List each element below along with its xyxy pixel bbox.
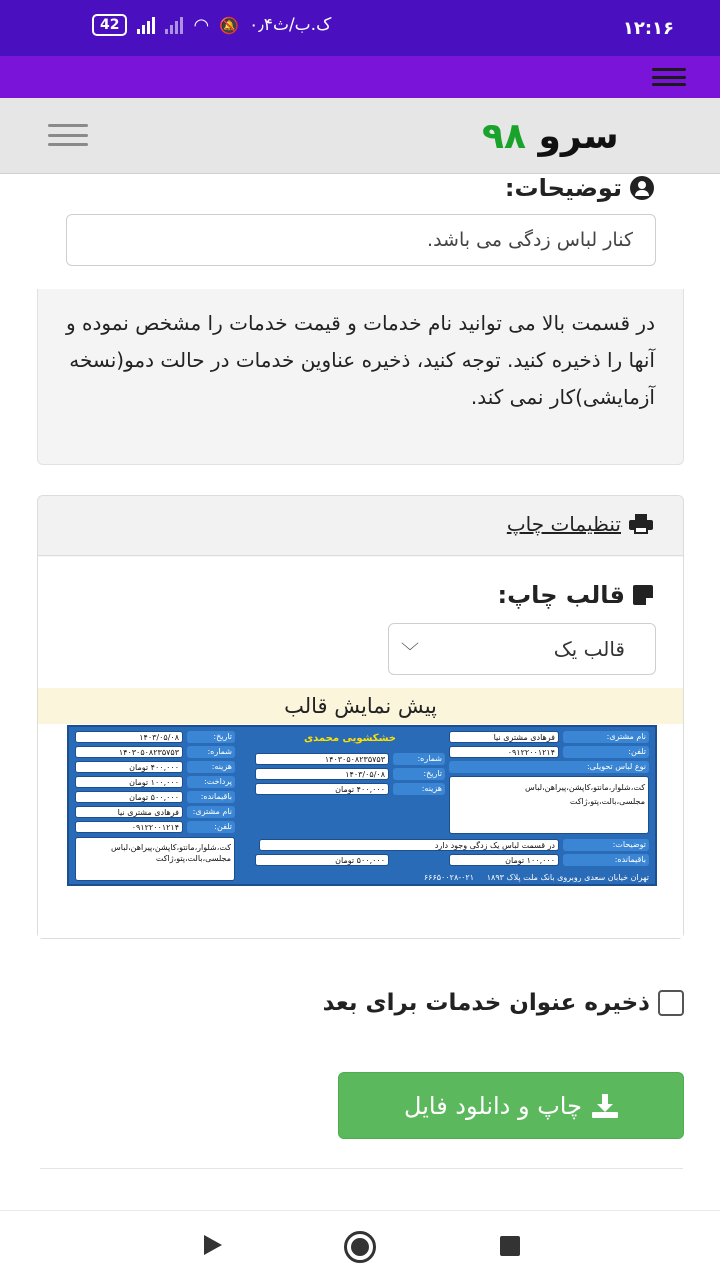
receipt-phone-label: تلفن: (563, 746, 649, 758)
receipt-left-date-value: ۱۴۰۳/۰۵/۰۸ (75, 731, 183, 743)
signal-icon (137, 16, 155, 34)
receipt-left-number-value: ۱۴۰۳۰۵۰۸۲۳۵۷۵۳ (75, 746, 183, 758)
print-settings-body (38, 557, 683, 938)
nav-back-icon[interactable] (204, 1235, 222, 1255)
nav-home-icon[interactable] (344, 1231, 376, 1263)
receipt-items-label: نوع لباس تحویلی: (449, 761, 649, 773)
print-settings-card (37, 495, 684, 939)
receipt-notes-value: در قسمت لباس یک زدگی وجود دارد (259, 839, 559, 851)
logo-text: سرو (538, 116, 619, 157)
receipt-left-date-label: تاریخ: (187, 731, 235, 743)
save-services-checkbox[interactable] (658, 990, 684, 1016)
receipt-items-value: کت،شلوار،مانتو،کاپشن،پیراهن،لباس مجلسی،بالت،پتو،ژاکت (449, 776, 649, 834)
template-label (497, 581, 653, 609)
receipt-left-customer-label: نام مشتری: (187, 806, 235, 818)
save-services-label: ذخیره عنوان خدمات برای بعد (322, 990, 650, 1016)
receipt-number-value: ۱۴۰۳۰۵۰۸۲۳۵۷۵۳ (255, 753, 389, 765)
template-select[interactable] (388, 623, 656, 675)
receipt-cost-value: ۴۰۰,۰۰۰ تومان (255, 783, 389, 795)
template-select-value: قالب یک (553, 637, 625, 661)
receipt-notes-label: توضیحات: (563, 839, 649, 851)
template-preview-image (67, 725, 657, 886)
print-settings-title[interactable] (507, 512, 653, 536)
system-nav-bar (0, 1210, 720, 1280)
site-menu-icon[interactable] (48, 124, 88, 146)
print-download-button[interactable] (338, 1072, 684, 1139)
receipt-remain-label: باقیمانده: (563, 854, 649, 866)
clock: ۱۲:۱۶ (622, 18, 674, 39)
info-box (37, 289, 684, 465)
nav-recent-icon[interactable] (500, 1236, 520, 1256)
template-preview-label: پیش نمایش قالب (38, 688, 683, 724)
description-label (505, 174, 654, 202)
receipt-address: تهران خیابان سعدی روبروی بانک ملت پلاک ۱۸۹۳ (486, 873, 649, 882)
receipt-date-label: تاریخ: (393, 768, 445, 780)
receipt-number-label: شماره: (393, 753, 445, 765)
wifi-icon: ◠ (193, 14, 210, 36)
receipt-left-number-label: شماره: (187, 746, 235, 758)
receipt-left-remain-label: باقیمانده: (187, 791, 235, 803)
print-settings-title-text: تنظیمات چاپ (506, 512, 621, 536)
chevron-down-icon: ﹀ (401, 642, 419, 663)
receipt-phone-value: ۰۹۱۲۲۰۰۱۲۱۴ (449, 746, 559, 758)
app-bar (0, 56, 720, 98)
receipt-cost-label: هزینه: (393, 783, 445, 795)
receipt-shop-name: خشکشویی محمدی (255, 731, 445, 747)
logo-number: ۹۸ (482, 116, 526, 157)
print-download-label: چاپ و دانلود فایل (404, 1091, 582, 1120)
receipt-left-remain-value: ۵۰۰,۰۰۰ تومان (75, 791, 183, 803)
site-header (0, 98, 720, 174)
signal-2-icon (165, 16, 183, 34)
template-label-text: قالب چاپ: (497, 581, 625, 609)
save-services-row[interactable] (323, 990, 684, 1016)
receipt-left-paid-value: ۱۰۰,۰۰۰ تومان (75, 776, 183, 788)
download-icon (592, 1094, 618, 1118)
sticky-note-icon (633, 585, 653, 605)
receipt-left-customer-value: فرهادی مشتری نیا (75, 806, 183, 818)
app-menu-icon[interactable] (652, 68, 686, 86)
receipt-customer-label: نام مشتری: (563, 731, 649, 743)
divider (40, 1168, 683, 1169)
status-icons (92, 14, 331, 36)
receipt-footer (289, 873, 649, 882)
battery-icon: 42 (92, 14, 127, 36)
network-speed: ۰٫۴ک.ب/ث (249, 15, 332, 35)
receipt-shop-phone: ۰۲۱-۶۶۶۵۰۰۲۸ (423, 873, 475, 882)
print-settings-header (38, 496, 683, 556)
site-logo[interactable] (482, 116, 619, 157)
description-input[interactable] (66, 214, 656, 266)
printer-icon (629, 514, 653, 534)
description-label-text: توضیحات: (504, 174, 622, 202)
receipt-date-value: ۱۴۰۳/۰۵/۰۸ (255, 768, 389, 780)
info-text: در قسمت بالا می توانید نام خدمات و قیمت خدمات را مشخص نموده و آنها را ذخیره کنید. توجه کنید، ذخیره عناوین خدمات در حالت دمو(نسخه آزمایشی)کار نمی کند. (66, 311, 655, 409)
receipt-left-cost-value: ۴۰۰,۰۰۰ تومان (75, 761, 183, 773)
receipt-paid-value: ۱۰۰,۰۰۰ تومان (449, 854, 559, 866)
status-bar (0, 0, 720, 56)
receipt-customer-value: فرهادی مشتری نیا (449, 731, 559, 743)
receipt-left-phone-value: ۰۹۱۲۲۰۰۱۲۱۴ (75, 821, 183, 833)
receipt-left-items-value: کت،شلوار،مانتو،کاپشن،پیراهن،لباس مجلسی،بالت،پتو،ژاکت (75, 837, 235, 881)
receipt-left-phone-label: تلفن: (187, 821, 235, 833)
receipt-left-paid-label: پرداخت: (187, 776, 235, 788)
receipt-remain-value: ۵۰۰,۰۰۰ تومان (255, 854, 389, 866)
receipt-left-cost-label: هزینه: (187, 761, 235, 773)
user-circle-icon (630, 176, 654, 200)
mute-bell-icon: 🔕 (219, 15, 240, 35)
